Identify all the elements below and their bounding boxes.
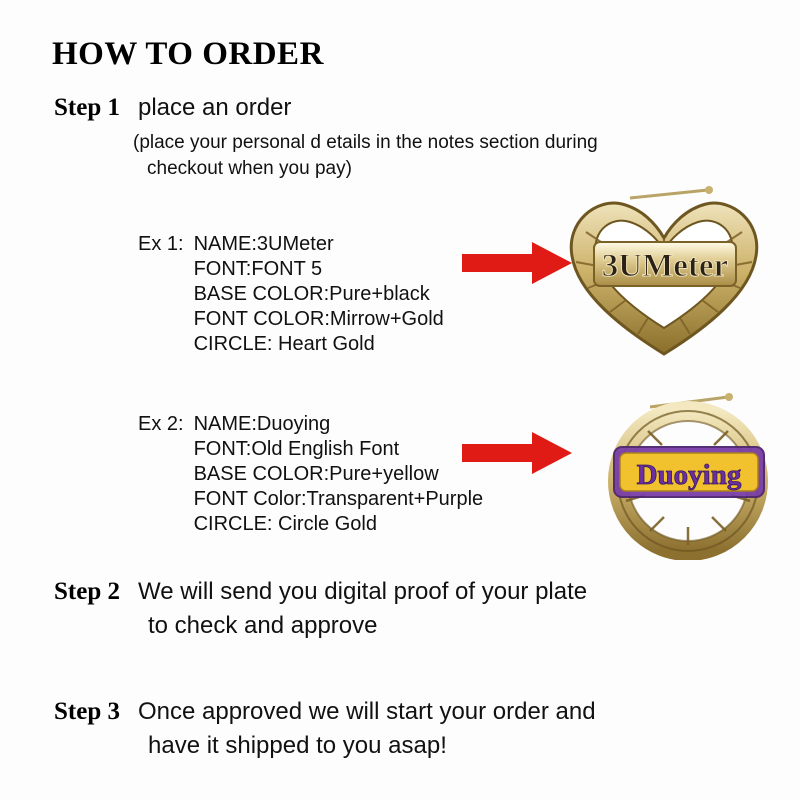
example-2-line-circle: CIRCLE: Circle Gold	[193, 513, 377, 535]
example-2-line-name: NAME:Duoying	[193, 413, 331, 435]
example-2-lines	[194, 412, 484, 537]
step-2-text-line-2: to check and approve	[148, 612, 378, 639]
product-image-heart-earring	[552, 182, 777, 367]
example-1-line-base-color: BASE COLOR:Pure+black	[193, 283, 430, 305]
example-2-line-font: FONT:Old English Font	[193, 438, 400, 460]
step-2-label: Step 2	[54, 578, 120, 605]
example-2-label: Ex 2:	[138, 413, 184, 435]
step-1-note-line-2: checkout when you pay)	[147, 158, 352, 179]
step-1-row	[54, 94, 291, 122]
step-2-row	[54, 578, 587, 606]
step-3-row	[54, 698, 596, 726]
arrow-icon	[462, 430, 572, 476]
step-3-label: Step 3	[54, 698, 120, 725]
example-1-line-font-color: FONT COLOR:Mirrow+Gold	[193, 308, 444, 330]
page-title: HOW TO ORDER	[52, 36, 324, 72]
step-1-text: place an order	[137, 94, 292, 121]
step-3-text-line-2: have it shipped to you asap!	[148, 732, 447, 759]
example-1-line-name: NAME:3UMeter	[193, 233, 334, 255]
example-1-lines	[194, 232, 444, 357]
example-2-line-base-color: BASE COLOR:Pure+yellow	[193, 463, 439, 485]
step-1-note	[133, 130, 673, 182]
example-2	[138, 412, 483, 537]
step-2-text: We will send you digital proof of your plate	[137, 578, 588, 605]
example-1-line-circle: CIRCLE: Heart Gold	[193, 333, 375, 355]
product-image-circle-earring	[588, 385, 788, 560]
step-1-label: Step 1	[54, 94, 120, 121]
example-1	[138, 232, 444, 357]
product-1-name: 3UMeter	[601, 248, 729, 284]
example-1-label: Ex 1:	[138, 233, 184, 255]
step-3-text: Once approved we will start your order and	[137, 698, 596, 725]
example-2-line-font-color: FONT Color:Transparent+Purple	[193, 488, 484, 510]
example-1-line-font: FONT:FONT 5	[193, 258, 323, 280]
product-2-name: Duoying	[636, 459, 742, 491]
step-1-note-line-1: (place your personal d etails in the notes section during	[133, 132, 598, 153]
